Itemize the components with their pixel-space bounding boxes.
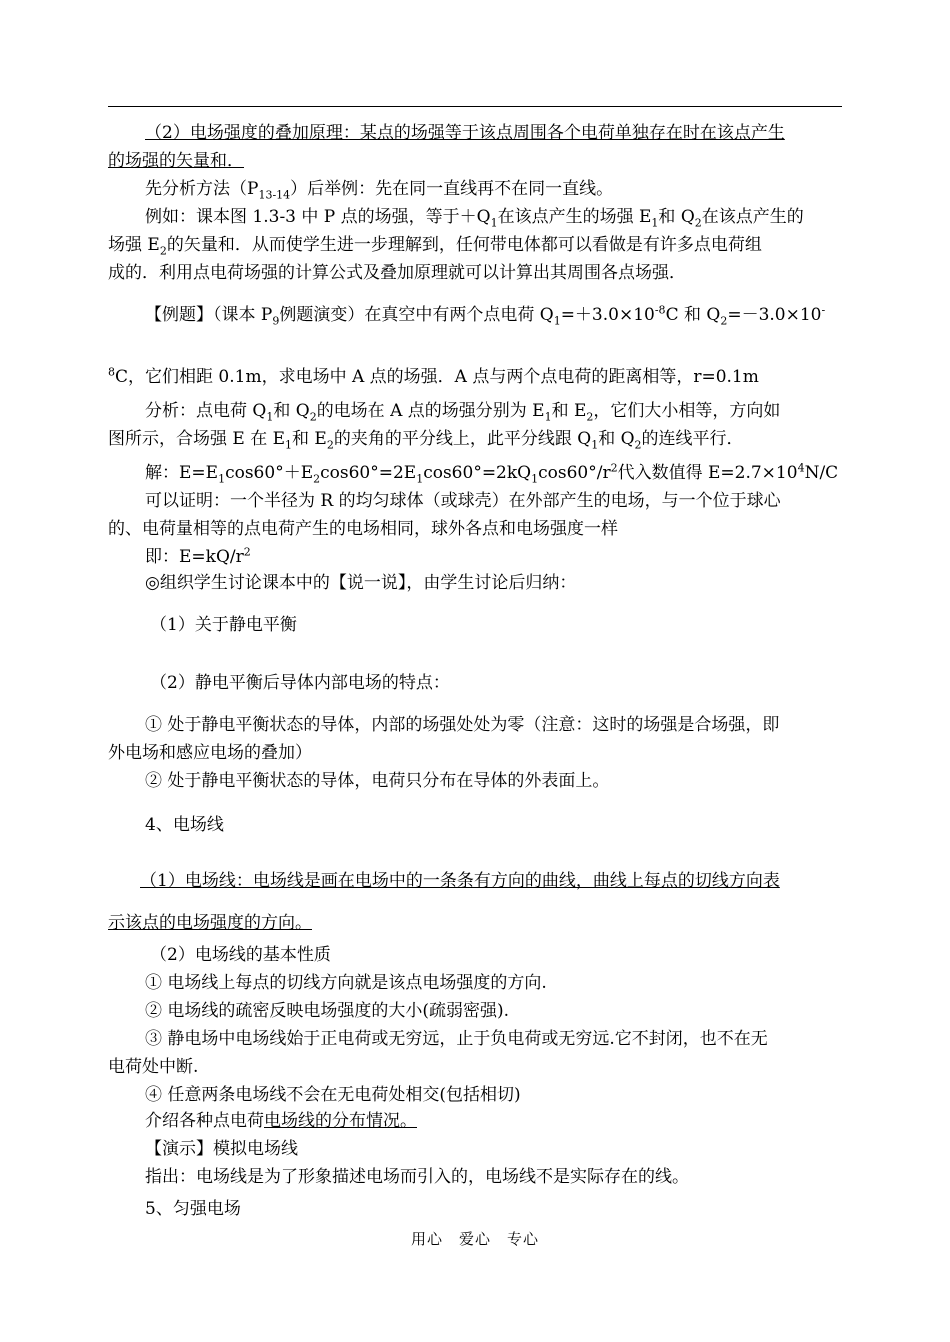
proof-formula: 即：$E=kQ/r^2$	[145, 545, 251, 567]
demo-line: 【演示】模拟电场线	[145, 1139, 298, 1159]
field-line-property-3-line-2: 电荷处中断.	[108, 1057, 199, 1077]
footer-text-2: 爱心	[458, 1230, 491, 1248]
equilibrium-property-1-line-1: ① 处于静电平衡状态的导体，内部的场强处处为零（注意：这时的场强是合场强，即	[145, 715, 780, 735]
equilibrium-property-1-line-2: 外电场和感应电场的叠加）	[108, 743, 312, 763]
example-intro-line-2: 场强 $E_2$的矢量和．从而使学生进一步理解到，任何带电体都可以看做是有许多点电荷组	[108, 235, 762, 258]
proof-line-1: 可以证明：一个半径为 R 的均匀球体（或球壳）在外部产生的电场，与一个位于球心	[145, 491, 781, 511]
field-line-definition-line-2: 示该点的电场强度的方向。	[108, 913, 312, 933]
field-line-property-1: ① 电场线上每点的切线方向就是该点电场强度的方向.	[145, 973, 547, 993]
page-footer	[0, 1228, 950, 1249]
example-intro-line-1: 例如：课本图 1.3-3 中 P 点的场强，等于$+Q_1$在该点产生的场强 $E_1$和 $Q_2$在该点产生的	[145, 207, 804, 230]
proof-line-2: 的、电荷量相等的点电荷产生的电场相同，球外各点和电场强度一样	[108, 519, 618, 539]
electrostatic-equilibrium-item-1: （1）关于静电平衡	[150, 615, 297, 635]
field-line-distribution-intro: 介绍各种点电荷电场线的分布情况。	[145, 1111, 417, 1131]
example-intro-line-3: 成的．利用点电荷场强的计算公式及叠加原理就可以计算出其周围各点场强．	[108, 263, 686, 283]
field-line-definition-line-1: （1）电场线：电场线是画在电场中的一条条有方向的曲线，曲线上每点的切线方向表	[140, 871, 780, 891]
header-rule	[108, 106, 842, 107]
section-4-heading: 4、电场线	[145, 815, 224, 835]
field-line-property-3-line-1: ③ 静电场中电场线始于正电荷或无穷远，止于负电荷或无穷远.它不封闭，也不在无	[145, 1029, 768, 1049]
method-line: 先分析方法$(P_{13-14})$后举例：先在同一直线再不在同一直线。	[145, 179, 614, 202]
field-line-property-2: ② 电场线的疏密反映电场强度的大小(疏弱密强).	[145, 1001, 510, 1021]
footer-text-3: 专心	[507, 1230, 540, 1248]
footer-text-1: 用心	[410, 1230, 443, 1248]
discussion-line: ◎组织学生讨论课本中的【说一说】，由学生讨论后归纳：	[145, 573, 577, 593]
analysis-line-2: 图所示，合场强 E 在 $E_1$和 $E_2$的夹角的平分线上，此平分线跟 $Q_1$和 $Q_2$的连线平行．	[108, 429, 744, 452]
example-problem-line-2: $^8$C，它们相距 0.1m，求电场中 A 点的场强．A 点与两个点电荷的距离相等，r=0.1m	[108, 365, 759, 387]
superposition-line-1: （2）电场强度的叠加原理：某点的场强等于该点周围各个电荷单独存在时在该点产生	[145, 123, 785, 143]
field-line-property-4: ④ 任意两条电场线不会在无电荷处相交(包括相切)	[145, 1085, 521, 1105]
section-5-heading: 5、匀强电场	[145, 1199, 241, 1219]
equilibrium-property-2: ② 处于静电平衡状态的导体，电荷只分布在导体的外表面上。	[145, 771, 610, 791]
electrostatic-equilibrium-item-2: （2）静电平衡后导体内部电场的特点：	[150, 673, 450, 693]
pointing-out-line: 指出：电场线是为了形象描述电场而引入的，电场线不是实际存在的线。	[145, 1167, 689, 1187]
superposition-line-2: 的场强的矢量和．	[108, 151, 244, 171]
example-problem-line-1: 【例题】（课本 $P_9$例题演变）在真空中有两个点电荷 $Q_1=+3.0\times 10^{-8}C$ 和 $Q_2=-3.0\times 10^-$	[145, 303, 826, 328]
analysis-line-1: 分析：点电荷 $Q_1$和 $Q_2$的电场在 A 点的场强分别为 $E_1$和 $E_2$，它们大小相等，方向如	[145, 401, 781, 424]
field-line-properties-heading: （2）电场线的基本性质	[150, 945, 331, 965]
solution-line: 解：$E=E_1\cos 60^\circ+E_2\cos 60^\circ=2E_1\cos 60^\circ=2kQ_1\cos 60^\circ/r^2$代入数值得 $E=2.7\times 10^4N/C$	[145, 461, 839, 486]
